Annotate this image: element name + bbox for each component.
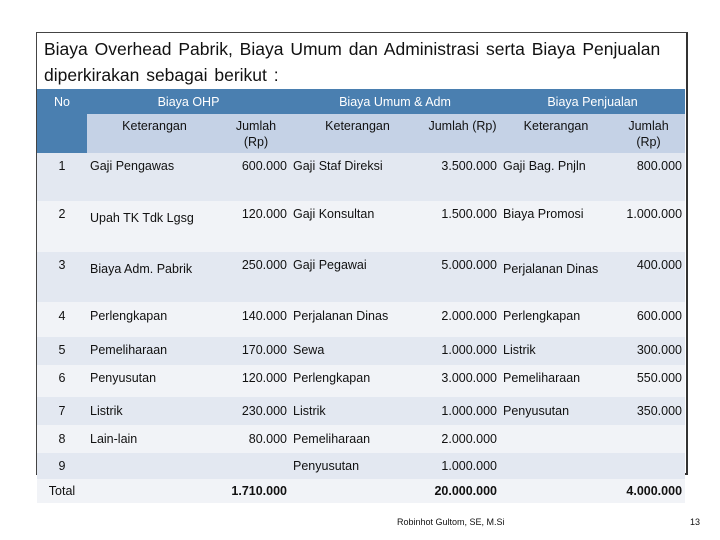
subheader-jual-jumlah: Jumlah (Rp) [612,114,685,153]
row-umum-jumlah: 3.500.000 [425,153,500,201]
row-no: 8 [37,425,87,453]
row-umum-jumlah: 1.000.000 [425,337,500,365]
row-no: 5 [37,337,87,365]
row-jual-jumlah: 400.000 [612,252,685,302]
row-ohp-jumlah: 170.000 [222,337,290,365]
total-penjualan: 4.000.000 [612,479,685,503]
table-row [37,302,685,337]
table-row [37,397,685,425]
page-number: 13 [690,517,701,527]
row-umum-jumlah: 1.000.000 [425,397,500,425]
total-ohp: 1.710.000 [222,479,290,503]
row-umum-jumlah: 3.000.000 [425,365,500,397]
row-ohp-jumlah: 80.000 [222,425,290,453]
row-jual-keterangan: Perlengkapan [500,302,612,337]
table-row [37,365,685,397]
row-ohp-keterangan: Perlengkapan [87,302,222,337]
total-umum: 20.000.000 [425,479,500,503]
table-row [37,337,685,365]
row-jual-keterangan: Pemeliharaan [500,365,612,397]
row-jual-jumlah [612,425,685,453]
row-umum-keterangan: Listrik [290,397,425,425]
footer-author: Robinhot Gultom, SE, M.Si [397,517,505,527]
row-ohp-jumlah [222,453,290,479]
row-no: 6 [37,365,87,397]
row-ohp-jumlah: 120.000 [222,201,290,252]
header-row [37,89,685,114]
row-jual-keterangan: Perjalanan Dinas [500,252,612,302]
row-no: 4 [37,302,87,337]
table-row [37,252,685,302]
table-row [37,153,685,201]
row-jual-keterangan: Gaji Bag. Pnjln [500,153,612,201]
row-ohp-jumlah: 140.000 [222,302,290,337]
row-jual-jumlah [612,453,685,479]
row-jual-jumlah: 800.000 [612,153,685,201]
row-ohp-jumlah: 120.000 [222,365,290,397]
row-jual-jumlah: 1.000.000 [612,201,685,252]
row-ohp-keterangan: Gaji Pengawas [87,153,222,201]
row-umum-keterangan: Gaji Staf Direksi [290,153,425,201]
subheader-row [37,114,685,153]
row-no: 1 [37,153,87,201]
row-umum-jumlah: 1.000.000 [425,453,500,479]
row-jual-jumlah: 600.000 [612,302,685,337]
row-jual-keterangan: Biaya Promosi [500,201,612,252]
row-ohp-keterangan: Penyusutan [87,365,222,397]
row-ohp-keterangan: Listrik [87,397,222,425]
row-no: 9 [37,453,87,479]
row-umum-keterangan: Gaji Pegawai [290,252,425,302]
row-no: 7 [37,397,87,425]
row-ohp-keterangan: Lain-lain [87,425,222,453]
row-umum-keterangan: Sewa [290,337,425,365]
row-umum-jumlah: 2.000.000 [425,425,500,453]
row-ohp-jumlah: 600.000 [222,153,290,201]
row-umum-keterangan: Gaji Konsultan [290,201,425,252]
row-jual-keterangan [500,425,612,453]
row-jual-jumlah: 300.000 [612,337,685,365]
row-ohp-keterangan [87,453,222,479]
subheader-umum-keterangan: Keterangan [290,114,425,153]
row-ohp-keterangan: Upah TK Tdk Lgsg [87,201,222,252]
row-jual-jumlah: 550.000 [612,365,685,397]
row-no: 2 [37,201,87,252]
table-row [37,453,685,479]
subheader-ohp-keterangan: Keterangan [87,114,222,153]
total-label: Total [37,479,87,503]
header-ohp: Biaya OHP [87,89,290,114]
row-ohp-jumlah: 230.000 [222,397,290,425]
header-penjualan: Biaya Penjualan [500,89,685,114]
row-umum-keterangan: Perlengkapan [290,365,425,397]
row-umum-keterangan: Perjalanan Dinas [290,302,425,337]
row-umum-jumlah: 2.000.000 [425,302,500,337]
table-row [37,425,685,453]
row-no: 3 [37,252,87,302]
row-ohp-jumlah: 250.000 [222,252,290,302]
row-umum-jumlah: 5.000.000 [425,252,500,302]
subheader-ohp-jumlah: Jumlah (Rp) [222,114,290,153]
row-jual-jumlah: 350.000 [612,397,685,425]
table-row [37,201,685,252]
row-umum-keterangan: Pemeliharaan [290,425,425,453]
subheader-jual-keterangan: Keterangan [500,114,612,153]
cost-table [37,89,685,503]
row-jual-keterangan: Listrik [500,337,612,365]
total-row [37,479,685,503]
header-no: No [37,89,87,153]
row-jual-keterangan [500,453,612,479]
subheader-umum-jumlah: Jumlah (Rp) [425,114,500,153]
row-umum-jumlah: 1.500.000 [425,201,500,252]
intro-text: Biaya Overhead Pabrik, Biaya Umum dan Administrasi serta Biaya Penjualan diperkirakan sebagai berikut : [44,39,661,85]
header-umum: Biaya Umum & Adm [290,89,500,114]
row-umum-keterangan: Penyusutan [290,453,425,479]
row-ohp-keterangan: Biaya Adm. Pabrik [87,252,222,302]
row-ohp-keterangan: Pemeliharaan [87,337,222,365]
row-jual-keterangan: Penyusutan [500,397,612,425]
